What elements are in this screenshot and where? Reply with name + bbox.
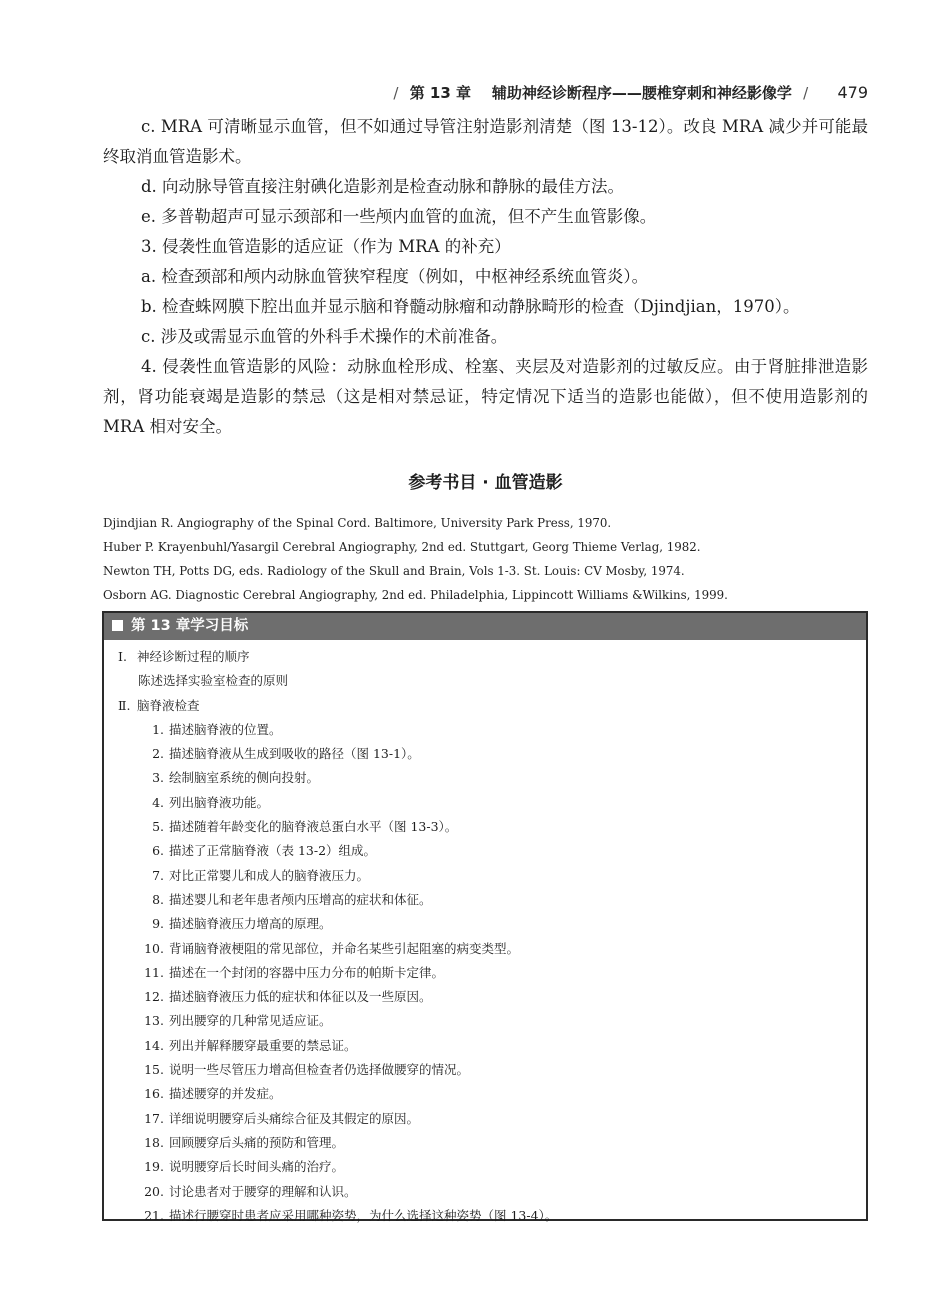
item-number: 14.: [144, 1037, 164, 1053]
item-text: 详细说明腰穿后头痛综合征及其假定的原因。: [169, 1110, 420, 1126]
objective-item: [118, 1107, 866, 1131]
item-number: 21.: [144, 1207, 164, 1223]
objective-item: [118, 1058, 866, 1082]
reference-item: Djindjian R. Angiography of the Spinal Cord. Baltimore, University Park Press, 1970.: [103, 516, 612, 530]
objectives-title: 第 13 章学习目标: [131, 618, 249, 634]
reference-item: Huber P. Krayenbuhl/Yasargil Cerebral Angiography, 2nd ed. Stuttgart, Georg Thieme Verlag, 1982.: [103, 540, 701, 554]
references-heading: 参考书目 · 血管造影: [408, 473, 563, 493]
item-number: 11.: [144, 964, 164, 980]
item-number: 9.: [152, 916, 164, 932]
paragraph: b. 检查蛛网膜下腔出血并显示脑和脊髓动脉瘤和动静脉畸形的检查（Djindjian，1970）。: [141, 297, 800, 316]
item-text: 描述腰穿的并发症。: [169, 1086, 282, 1102]
objective-item: [118, 1009, 866, 1033]
paragraph: 4. 侵袭性血管造影的风险：动脉血栓形成、栓塞、夹层及对造影剂的过敏反应。由于肾脏排泄造影剂，肾功能衰竭是造影的禁忌（这是相对禁忌证，特定情况下适当的造影也能做），但不使用造影剂的 MRA 相对安全。: [103, 357, 868, 436]
item-number: 15.: [144, 1062, 164, 1078]
objective-item: [118, 912, 866, 936]
item-text: 描述脑脊液压力低的症状和体征以及一些原因。: [169, 989, 432, 1005]
reference-list: [103, 511, 883, 607]
paragraph: c. 涉及或需显示血管的外科手术操作的术前准备。: [141, 327, 508, 346]
item-number: 19.: [144, 1159, 164, 1175]
item-number: 12.: [144, 989, 164, 1005]
item-number: 10.: [144, 940, 164, 956]
item-number: 5.: [152, 819, 164, 835]
item-text: 对比正常婴儿和成人的脑脊液压力。: [169, 867, 370, 883]
objective-item: [118, 1204, 866, 1228]
item-text: 列出腰穿的几种常见适应证。: [169, 1013, 332, 1029]
header-slash-left: /: [393, 84, 399, 102]
chapter-label: 第 13 章: [409, 84, 472, 102]
item-text: 讨论患者对于腰穿的理解和认识。: [169, 1183, 357, 1199]
objective-item: [118, 1131, 866, 1155]
objective-item: [118, 985, 866, 1009]
running-header: [0, 82, 868, 103]
objective-item: [118, 864, 866, 888]
item-text: 描述脑脊液的位置。: [169, 721, 282, 737]
item-text: 列出并解释腰穿最重要的禁忌证。: [169, 1037, 357, 1053]
item-text: 描述行腰穿时患者应采用哪种姿势，为什么选择这种姿势（图 13-4）。: [169, 1207, 558, 1223]
objective-item: [118, 1180, 866, 1204]
item-text: 描述脑脊液从生成到吸收的路径（图 13-1）。: [169, 746, 420, 762]
item-number: 7.: [152, 867, 164, 883]
objective-item: [118, 766, 866, 790]
objective-item: [118, 718, 866, 742]
paragraph: c. MRA 可清晰显示血管，但不如通过导管注射造影剂清楚（图 13-12）。改良 MRA 减少并可能最终取消血管造影术。: [103, 117, 868, 166]
item-number: 4.: [152, 794, 164, 810]
item-number: 13.: [144, 1013, 164, 1029]
objective-item: [118, 888, 866, 912]
objective-section: [118, 694, 866, 718]
item-text: 说明一些尽管压力增高但检查者仍选择做腰穿的情况。: [169, 1062, 470, 1078]
item-number: 18.: [144, 1134, 164, 1150]
objective-item: [118, 1082, 866, 1106]
paragraph: a. 检查颈部和颅内动脉血管狭窄程度（例如，中枢神经系统血管炎）。: [141, 267, 649, 286]
reference-item: Newton TH, Potts DG, eds. Radiology of the Skull and Brain, Vols 1-3. St. Louis: CV Mosby, 1974.: [103, 564, 685, 578]
header-slash-right: /: [803, 84, 809, 102]
section-label: 脑脊液检查: [137, 697, 200, 713]
objective-section: [118, 645, 866, 669]
item-number: 6.: [152, 843, 164, 859]
item-text: 描述随着年龄变化的脑脊液总蛋白水平（图 13-3）。: [169, 819, 458, 835]
reference-item: Osborn AG. Diagnostic Cerebral Angiography, 2nd ed. Philadelphia, Lippincott Williams &Wilkins, 1999.: [103, 588, 728, 602]
item-number: 16.: [144, 1086, 164, 1102]
item-number: 1.: [152, 721, 164, 737]
learning-objectives-box: [102, 611, 868, 1221]
objective-subitem: 陈述选择实验室检查的原则: [138, 673, 289, 689]
item-text: 绘制脑室系统的侧向投射。: [169, 770, 320, 786]
item-number: 17.: [144, 1110, 164, 1126]
item-text: 列出脑脊液功能。: [169, 794, 270, 810]
objective-item: [118, 742, 866, 766]
page-number: 479: [837, 83, 868, 102]
objective-item: [118, 791, 866, 815]
section-numeral: Ⅱ.: [118, 697, 131, 713]
item-number: 8.: [152, 891, 164, 907]
objective-item: [118, 1155, 866, 1179]
item-number: 2.: [152, 746, 164, 762]
paragraph: 3. 侵袭性血管造影的适应证（作为 MRA 的补充）: [141, 237, 511, 256]
section-numeral: Ⅰ.: [118, 649, 127, 664]
section-label: 神经诊断过程的顺序: [137, 649, 250, 664]
item-text: 回顾腰穿后头痛的预防和管理。: [169, 1134, 345, 1150]
objective-item: [118, 961, 866, 985]
item-text: 说明腰穿后长时间头痛的治疗。: [169, 1159, 345, 1175]
item-text: 描述脑脊液压力增高的原理。: [169, 916, 332, 932]
objectives-list: [104, 640, 866, 1228]
objectives-title-bar: [104, 613, 866, 640]
objective-item: [118, 937, 866, 961]
objective-item: [118, 1034, 866, 1058]
paragraph: d. 向动脉导管直接注射碘化造影剂是检查动脉和静脉的最佳方法。: [141, 177, 625, 196]
item-text: 描述在一个封闭的容器中压力分布的帕斯卡定律。: [169, 964, 445, 980]
paragraph: e. 多普勒超声可显示颈部和一些颅内血管的血流，但不产生血管影像。: [141, 207, 657, 226]
item-text: 背诵脑脊液梗阻的常见部位，并命名某些引起阻塞的病变类型。: [169, 940, 520, 956]
square-bullet-icon: [112, 620, 123, 631]
objective-item: [118, 815, 866, 839]
item-number: 3.: [152, 770, 164, 786]
objective-item: [118, 839, 866, 863]
item-text: 描述婴儿和老年患者颅内压增高的症状和体征。: [169, 891, 432, 907]
item-text: 描述了正常脑脊液（表 13-2）组成。: [169, 843, 377, 859]
chapter-title: 辅助神经诊断程序——腰椎穿刺和神经影像学: [491, 84, 792, 102]
item-number: 20.: [144, 1183, 164, 1199]
body-text: [103, 112, 868, 442]
